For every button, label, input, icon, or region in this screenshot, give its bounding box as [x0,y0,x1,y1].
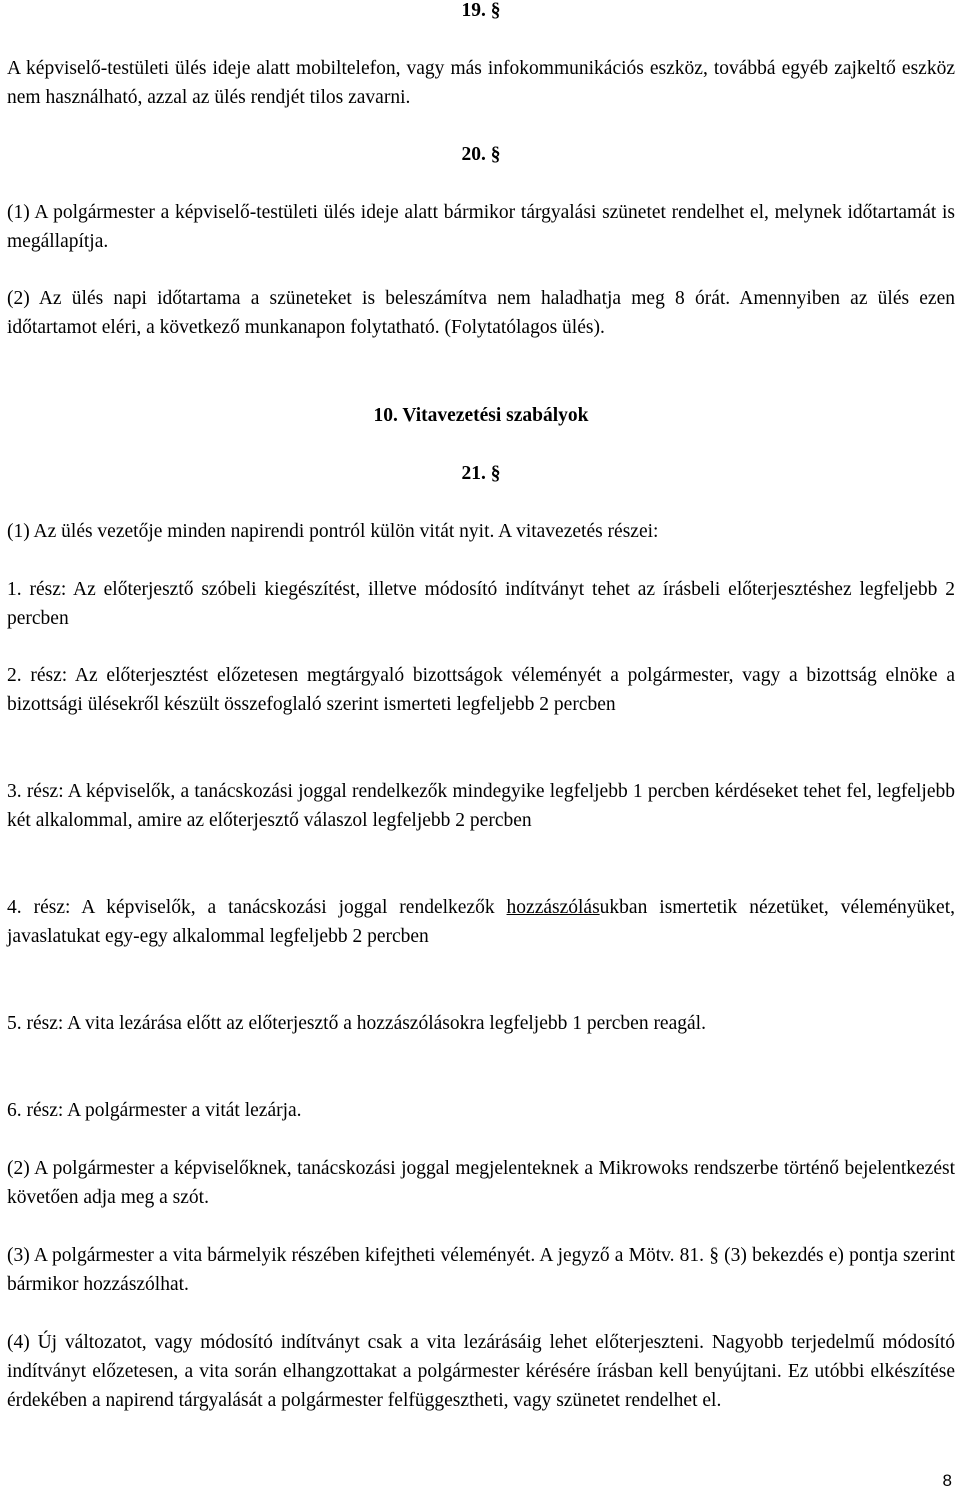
section-19-heading: 19. § [461,0,501,21]
vita-resz-4 [7,893,955,951]
vita-resz-1: 1. rész: Az előterjesztő szóbeli kiegészítést, illetve módosító indítványt tehet az írásbeli előterjesztéshez legfeljebb 2 percben [7,579,955,629]
chapter-10-heading: 10. Vitavezetési szabályok [373,405,589,426]
page-number: 8 [942,1471,952,1490]
section-21-paragraph-1: (1) Az ülés vezetője minden napirendi pontról külön vitát nyit. A vitavezetés részei: [7,521,659,542]
vita-resz-3: 3. rész: A képviselők, a tanácskozási joggal rendelkezők mindegyike legfeljebb 1 percben kérdéseket tehet fel, legfeljebb két alkalommal, amire az előterjesztő válaszol legfeljebb 2 percben [7,781,955,831]
section-21-paragraph-3: (3) A polgármester a vita bármelyik részében kifejtheti véleményét. A jegyző a Mötv. 81. § (3) bekezdés e) pontja szerint bármikor hozzászólhat. [7,1245,955,1295]
vita-resz-4-underlined: hozzászólás [506,897,600,918]
section-19-paragraph: A képviselő-testületi ülés ideje alatt mobiltelefon, vagy más infokommunikációs eszköz, továbbá egyéb zajkeltő eszköz nem használható, azzal az ülés rendjét tilos zavarni. [7,58,955,108]
section-21-paragraph-4: (4) Új változatot, vagy módosító indítványt csak a vita lezárásáig lehet előterjeszteni. Nagyobb terjedelmű módosító indítványt előzetesen, a vita során elhangzottakat a polgármester kérésére írásban kell benyújtani. Ez utóbbi elkészítése érdekében a napirend tárgyalását a polgármester felfüggesztheti, vagy szünetet rendelhet el. [7,1332,955,1411]
section-21-heading: 21. § [461,463,501,484]
section-20-paragraph-1: (1) A polgármester a képviselő-testületi ülés ideje alatt bármikor tárgyalási szünetet rendelhet el, melynek időtartamát is megállapítja. [7,202,955,252]
vita-resz-6: 6. rész: A polgármester a vitát lezárja. [7,1100,302,1121]
vita-resz-2: 2. rész: Az előterjesztést előzetesen megtárgyaló bizottságok véleményét a polgármester, vagy a bizottság elnöke a bizottsági ülésekről készült összefoglaló szerint ismerteti legfeljebb 2 percben [7,665,955,715]
vita-resz-4-start: 4. rész: A képviselők, a tanácskozási joggal rendelkezők [7,897,507,918]
section-21-paragraph-2: (2) A polgármester a képviselőknek, tanácskozási joggal megjelenteknek a Mikrowoks rendszerbe történő bejelentkezést követően adja meg a szót. [7,1158,955,1208]
vita-resz-4-end: ukban ismertetik nézetüket, véleményüket, javaslatukat egy-egy alkalommal legfeljebb 2 percben [7,897,955,947]
section-20-heading: 20. § [461,144,501,165]
section-20-paragraph-2: (2) Az ülés napi időtartama a szüneteket is beleszámítva nem haladhatja meg 8 órát. Amennyiben az ülés ezen időtartamot eléri, a következő munkanapon folytatható. (Folytatólagos ülés). [7,288,955,338]
vita-resz-5: 5. rész: A vita lezárása előtt az előterjesztő a hozzászólásokra legfeljebb 1 percben reagál. [7,1013,706,1034]
